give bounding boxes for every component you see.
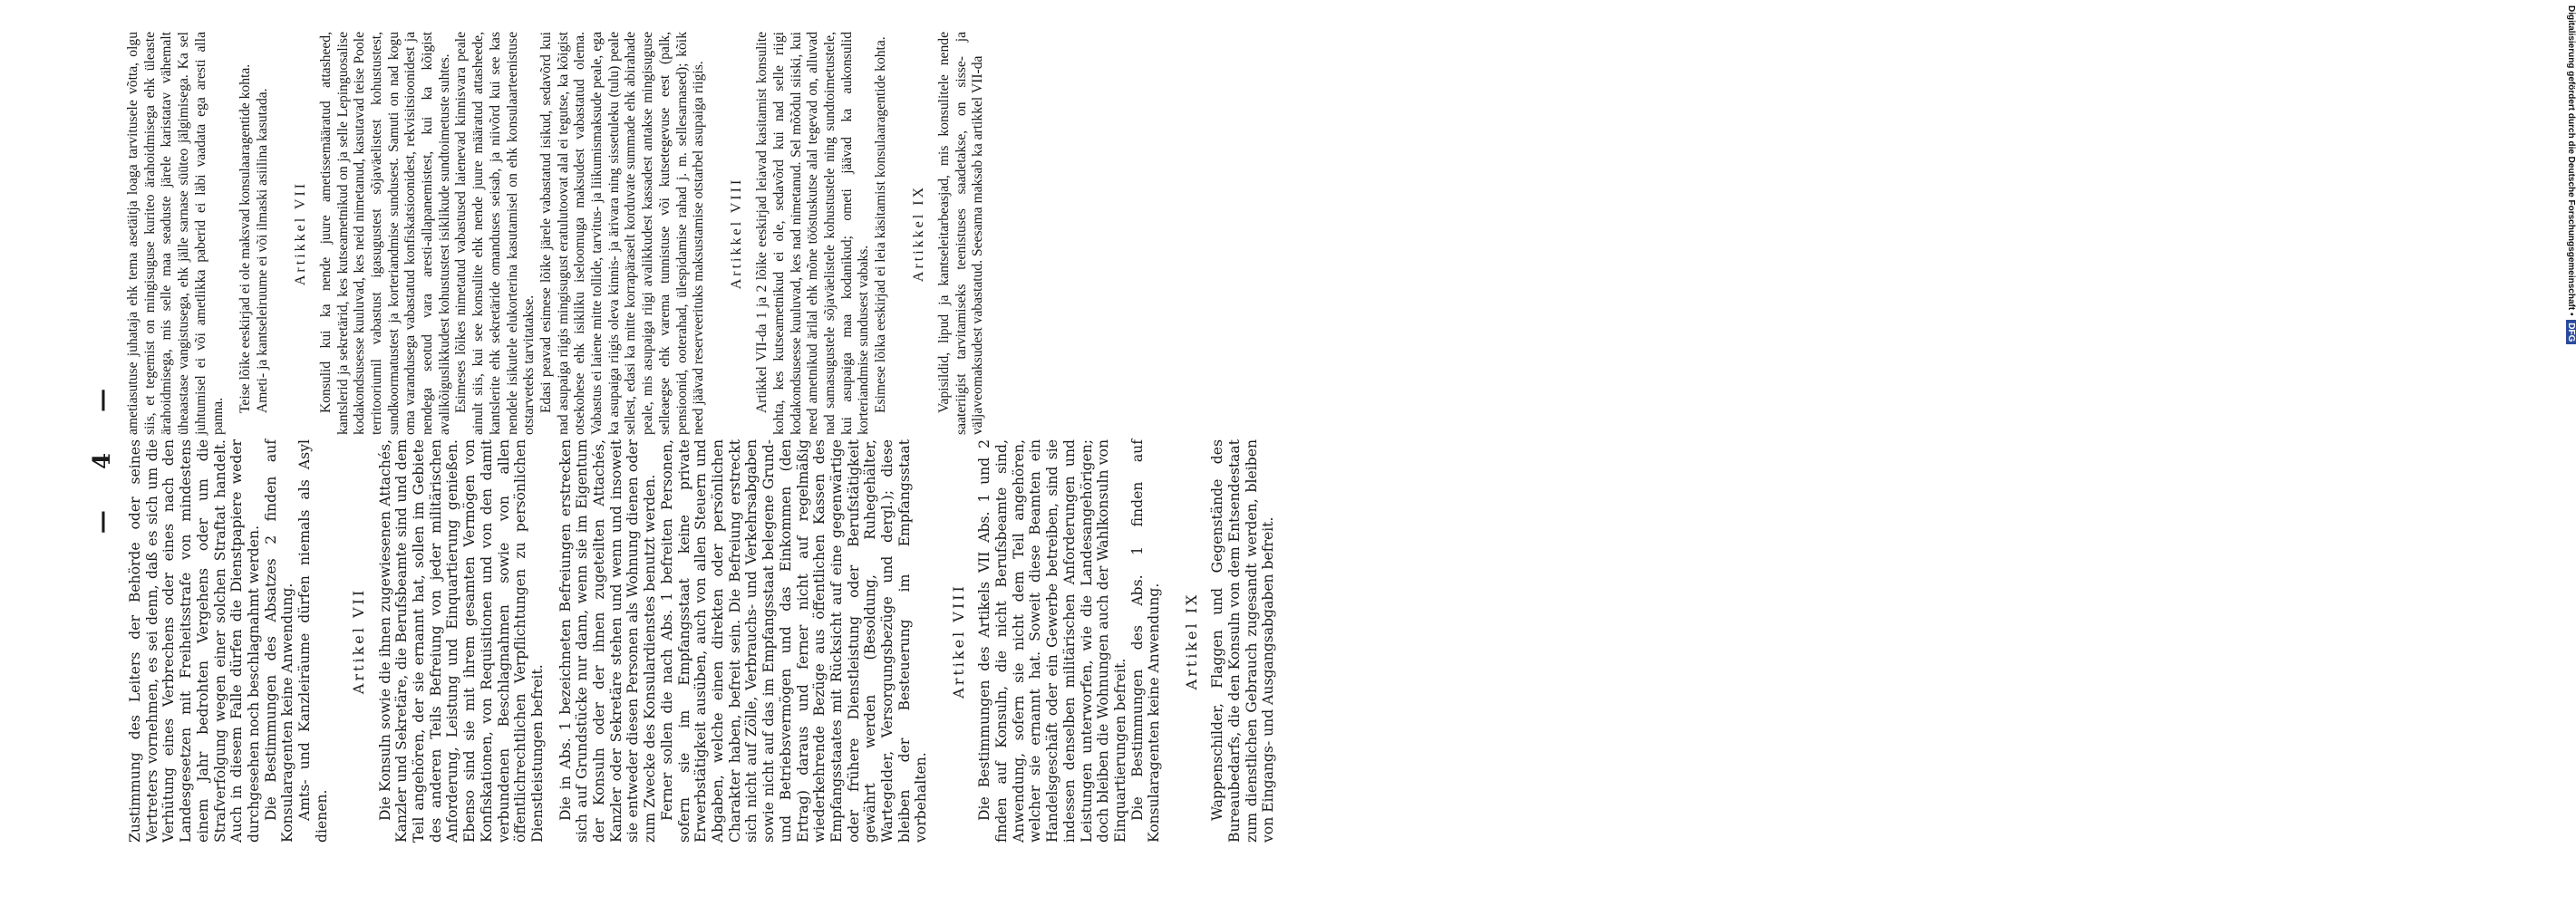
estonian-paragraph: Vapisildid, lipud ja kantseleitarbeasjad, mis konsulitele nende saateriigist tarvitamiseks teenistuses saadetakse, on sisse- ja väljaveomaksudest vabastatud. Seesama maksab ka artikkel VII-da	[935, 32, 986, 435]
estonian-paragraph: Konsulid kui ka nende juure ametissemääratud attasheed, kantslerid ja sekretärid, kes kutseametnikud on ja selle Lepinguosalise kodakondsusesse kuuluvad, kes neid nimetanud, kasutavad teise Poole territooriumil vabastust igasugustest sõjaväelistest kohustustest, sundkoormatustest ja korteriandmise sundusest. Samuti on nad kogu oma varandusega vabastatud konfiskatsioonidest, rekvisitsioonidest ja nendega seotud vara aresti-allapanemistest, kui ka kõigist avalikõiguslikkudest kohustustest isiklikude sundtoimetuste suhtes.	[317, 32, 452, 435]
german-paragraph: Die Bestimmungen des Absatzes 2 finden auf Konsularagenten keine Anwendung.	[262, 439, 296, 843]
dfg-logo: DFG	[2566, 320, 2576, 344]
german-paragraph: Zustimmung des Leiters der Behörde oder seines Vertreters vornehmen, es sei denn, daß es sich um die Verhütung eines Verbrechens oder eines nach den Landesgesetzen mit Freiheitsstrafe von mindestens einem Jahr bedrohten Vergehens oder um die Strafverfolgung wegen einer solchen Straftat handelt. Auch in diesem Falle dürfen die Dienstpapiere weder durchgesehen noch beschlagnahmt werden.	[127, 439, 262, 843]
german-column	[127, 439, 1277, 843]
article-heading: Artikel IX	[1183, 592, 1201, 690]
estonian-paragraph: Ameti- ja kantseleiruume ei või ilmaski asiilina kasutada.	[254, 88, 270, 413]
estonian-paragraph: ametiasutuse juhataja ehk tema asetäitja loaga tarvitusele võtta, olgu siis, et tegemist on mingisuguse kuriteo ärahoidmisega ehk üleaste ärahoidmisega, mis selle maa seaduste järele karistatav vähemalt üheaastase vangistusega, ehk jälle sarnase süüteo jälgimisega. Ka sel juhtumisel ei või ametlikka paberid ei läbi vaadata ega aresti alla panna.	[125, 32, 226, 435]
estonian-paragraph: Edasi peavad esimese lõike järele vabastatud isikud, sedavõrd kui nad asupaiga riigis mingisugust eratulutoovat alal ei tegutse, ka kõigist otsekohese ehk isikliku iseloomuga maksudest vabastatud olema. Vabastus ei laiene mitte tollide, tarvitus- ja liikumismaksude peale, ega ka asupaiga riigis oleva kinnis- ja ärivara ning sissetuleku (tulu) peale sellest, edasi ka mitte korrapäraselt korduvate summade ehk abirahade peale, mis asupaiga riigi avalikkudest kassadest antakse mingisuguse selleaegse ehk varema tunnistuse või kutsetegevuse eest (palk, pensioonid, ooterahad, ülespidamise rahad j. m. sellesarnased); kõik need jäävad reserveerituks maksustamise otstarbel asupaiga riigis.	[537, 32, 707, 435]
digitization-credit	[2566, 5, 2576, 368]
article-heading: Artikel VII	[350, 587, 368, 695]
article-heading: Artikkel VII	[292, 180, 308, 286]
page-number: — 4 —	[89, 371, 116, 535]
estonian-paragraph: Esimeses lõikes nimetatud vabastused laienevad kinnisvara peale ainult siis, kui see konsulite ehk nende juure määratud attasheede, kantslerite ehk sekretäride omanduses seisab, ja niivõrd kui see kas nendele isikutele elukorterina kasutamisel on ehk konsulaarteenistuse otstarveteks tarvitatakse.	[453, 32, 537, 435]
german-paragraph: Ferner sollen die nach Abs. 1 befreiten Personen, sofern sie im Empfangsstaat keine private Erwerbstätigkeit ausüben, auch von allen Steuern und Abgaben, welche einen direkten oder persönlichen Charakter haben, befreit sein. Die Befreiung erstreckt sich nicht auf Zölle, Verbrauchs- und Verkehrsabgaben sowie nicht auf das im Empfangsstaat belegene Grund- und Betriebsvermögen und das Einkommen (den Ertrag) daraus und ferner nicht auf regelmäßig wiederkehrende Bezüge aus öffentlichen Kassen des Empfangsstaates mit Rücksicht auf eine gegenwärtige oder frühere Dienstleistung oder Berufstätigkeit gewährt werden (Besoldung, Ruhegehälter, Wartegelder, Versorgungsbezüge und dergl.); diese bleiben der Besteuerung im Empfangsstaat vorbehalten.	[658, 439, 930, 843]
estonian-paragraph: Artikkel VII-da 1 ja 2 lõike eeskirjad leiavad kasitamist konsulite kohta, kes kutseametnikud ei ole, sedavõrd kui nad selle riigi kodakondsusesse kuuluvad, kes nad nimetanud. Sel mõõdul siiski, kui need ametnikud ärilal ehk mõne tööstuskutse alal tegevad on, alluvad nad samasugustele sõjaväelistele kohustustele ning sundtoimetustele, kui asupaiga maa kodanikud; ometi jäävad ka aukonsulid korteriandmise sundusest vabaks.	[754, 32, 872, 435]
german-paragraph: Amts- und Kanzleiräume dürfen niemals als Asyl dienen.	[296, 439, 330, 843]
german-paragraph: Die Bestimmungen des Abs. 1 finden auf Konsularagenten keine Anwendung.	[1128, 439, 1163, 843]
article-heading: Artikel VIII	[950, 583, 968, 699]
german-paragraph: Die Bestimmungen des Artikels VII Abs. 1 und 2 finden auf Konsuln, die nicht Berufsbeamte sind, Anwendung, sofern sie nicht dem Teil angehören, welcher sie ernannt hat. Soweit diese Beamten ein Handelsgeschäft oder ein Gewerbe betreiben, sind sie indessen denselben militärischen Anforderungen und Leistungen unterworfen, wie die Landesangehörigen; doch bleiben die Wohnungen auch der Wahlkonsuln von Einquartierungen befreit.	[976, 439, 1128, 843]
article-heading: Artikkel IX	[910, 184, 926, 283]
estonian-paragraph: Teise lõike eeskirjad ei ole maksvad konsulaaragentide kohta.	[237, 63, 254, 413]
credit-text: Digitalisierung gefördert durch die Deutsche Forschungsgemeinschaft •	[2566, 5, 2576, 316]
article-heading: Artikkel VIII	[728, 177, 744, 290]
german-paragraph: Die Konsuln sowie die ihnen zugewiesenen Attachés, Kanzler und Sekretäre, die Berufsbeamte sind und dem Teil angehören, der sie ernannt hat, sollen im Gebiete des anderen Teils Befreiung von jeder militärischen Anforderung, Leistung und Einquartierung genießen. Ebenso sind sie mit ihrem gesamten Vermögen von Konfiskationen, von Requisitionen und von den damit verbundenen Beschlagnahmen sowie von allen öffentlichrechtlichen Verpflichtungen zu persönlichen Dienstleistungen befreit.	[376, 439, 546, 843]
estonian-column	[125, 32, 987, 435]
german-paragraph: Die in Abs. 1 bezeichneten Befreiungen erstrecken sich auf Grundstücke nur dann, wenn sie im Eigentum der Konsuln oder der ihnen zugeteilten Attachés, Kanzler oder Sekretäre stehen und wenn und insoweit sie entweder diesen Personen als Wohnung dienen oder zum Zwecke des Konsulardienstes benutzt werden.	[557, 439, 659, 843]
estonian-paragraph: Esimese lõika eeskirjad ei leia käsitamist konsulaaragentide kohta.	[873, 36, 889, 413]
german-paragraph: Wappenschilder, Flaggen und Gegenstände des Bureaubedarfs, die den Konsuln von dem Entsendestaat zum dienstlichen Gebrauch zugesandt werden, bleiben von Eingangs- und Ausgangsabgaben befreit.	[1209, 439, 1277, 843]
digitization-sidebar	[1276, 0, 2576, 906]
